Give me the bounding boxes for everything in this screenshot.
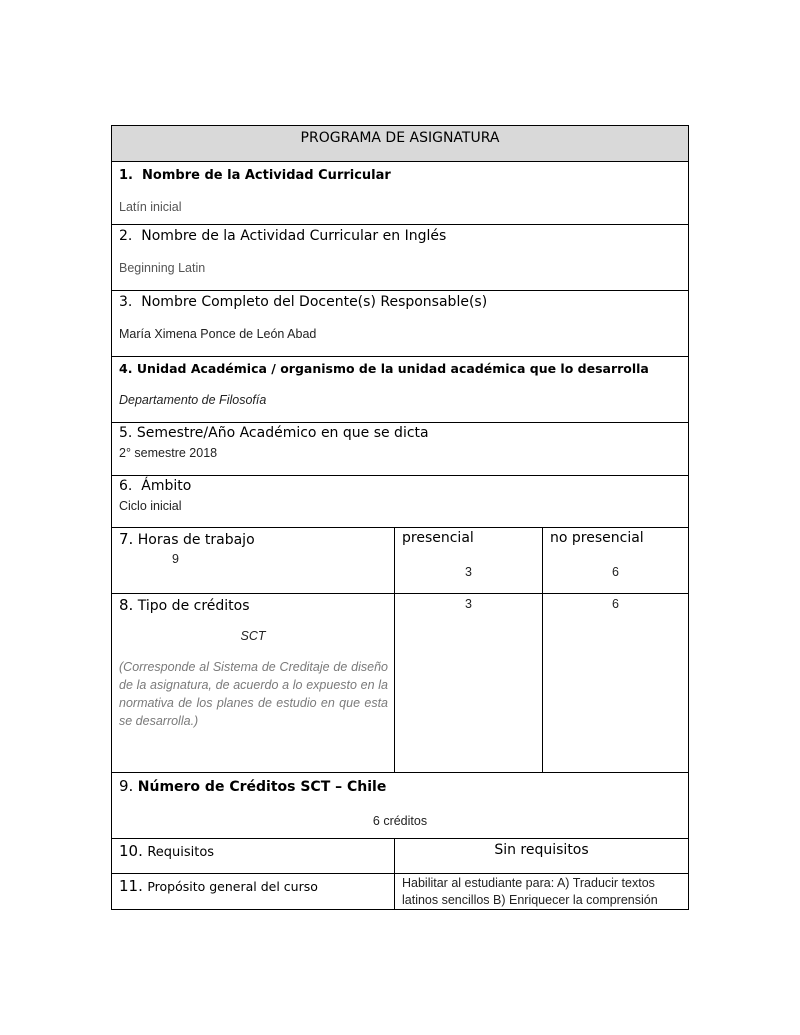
course-program-table <box>111 125 689 910</box>
section-4-heading <box>119 361 649 376</box>
section-10-number: 10. <box>119 842 143 860</box>
section-1-value: Latín inicial <box>119 200 182 214</box>
section-2 <box>112 225 688 291</box>
section-7-heading <box>119 530 255 548</box>
section-7-number: 7. <box>119 530 134 548</box>
section-8 <box>112 594 688 773</box>
section-7 <box>112 528 688 594</box>
section-6 <box>112 476 688 528</box>
section-7-main-cell <box>112 528 394 593</box>
section-11-heading <box>119 877 318 895</box>
section-2-value: Beginning Latin <box>119 261 206 275</box>
section-6-heading <box>119 478 191 494</box>
section-11-value: Habilitar al estudiante para: A) Traducir textos latinos sencillos B) Enriquecer la comprensión <box>402 876 658 907</box>
section-7-label: Horas de trabajo <box>137 532 255 548</box>
section-8-col2-value: 3 <box>465 597 472 611</box>
section-11-label: Propósito general del curso <box>147 879 318 894</box>
section-1-heading <box>119 168 391 183</box>
section-1-number: 1. <box>119 168 133 183</box>
section-9-label: Número de Créditos SCT – Chile <box>137 779 387 795</box>
section-2-heading <box>119 228 446 244</box>
section-2-number: 2. <box>119 228 133 244</box>
section-4-label: Unidad Académica / organismo de la unidad académica que lo desarrolla <box>136 361 649 376</box>
section-6-number: 6. <box>119 478 133 494</box>
section-9-heading <box>119 777 386 795</box>
section-1-label: Nombre de la Actividad Curricular <box>142 168 391 183</box>
section-3 <box>112 291 688 357</box>
section-9 <box>112 773 688 839</box>
no-presencial-hours: 6 <box>612 565 619 579</box>
section-3-label: Nombre Completo del Docente(s) Responsable(s) <box>141 294 488 310</box>
section-5-heading <box>119 425 429 441</box>
section-8-col2-cell <box>394 594 542 772</box>
section-6-label: Ámbito <box>141 478 192 494</box>
credit-type-note: (Corresponde al Sistema de Creditaje de diseño de la asignatura, de acuerdo a lo expuesto en la normativa de los planes de estudio en que esta se desarrolla.) <box>119 660 388 728</box>
presencial-label: presencial <box>402 530 474 546</box>
section-1 <box>112 162 688 225</box>
section-11-value-cell <box>394 874 688 909</box>
section-10-label: Requisitos <box>147 845 215 860</box>
section-10-value: Sin requisitos <box>494 842 589 858</box>
section-4-number: 4. <box>119 361 133 376</box>
section-10-main-cell <box>112 839 394 873</box>
section-3-number: 3. <box>119 294 133 310</box>
section-8-main-cell <box>112 594 394 772</box>
section-8-label: Tipo de créditos <box>137 598 250 614</box>
section-8-heading <box>119 596 250 614</box>
section-6-value: Ciclo inicial <box>119 499 182 513</box>
section-8-number: 8. <box>119 596 134 614</box>
section-5-value: 2° semestre 2018 <box>119 446 218 460</box>
section-7-presencial-cell <box>394 528 542 593</box>
section-7-no-presencial-cell <box>542 528 688 593</box>
section-10-value-cell <box>394 839 688 873</box>
section-7-total: 9 <box>172 552 179 566</box>
table-title: PROGRAMA DE ASIGNATURA <box>300 130 500 146</box>
no-presencial-label: no presencial <box>550 530 644 546</box>
credit-type: SCT <box>240 629 266 643</box>
presencial-hours: 3 <box>465 565 472 579</box>
section-4-value: Departamento de Filosofía <box>119 393 267 407</box>
section-10 <box>112 839 688 874</box>
section-10-heading <box>119 842 214 860</box>
section-4 <box>112 357 688 423</box>
section-2-label: Nombre de la Actividad Curricular en Inglés <box>141 228 447 244</box>
section-3-heading <box>119 294 487 310</box>
section-5 <box>112 423 688 476</box>
section-8-col3-value: 6 <box>612 597 619 611</box>
section-5-number: 5. <box>119 425 133 441</box>
section-9-number: 9. <box>119 777 134 795</box>
section-3-value: María Ximena Ponce de León Abad <box>119 327 317 341</box>
section-5-label: Semestre/Año Académico en que se dicta <box>136 425 429 441</box>
section-11-number: 11. <box>119 877 143 895</box>
section-8-col3-cell <box>542 594 688 772</box>
section-9-value: 6 créditos <box>372 814 428 828</box>
table-header <box>112 126 688 162</box>
section-11-main-cell <box>112 874 394 909</box>
section-11 <box>112 874 688 909</box>
